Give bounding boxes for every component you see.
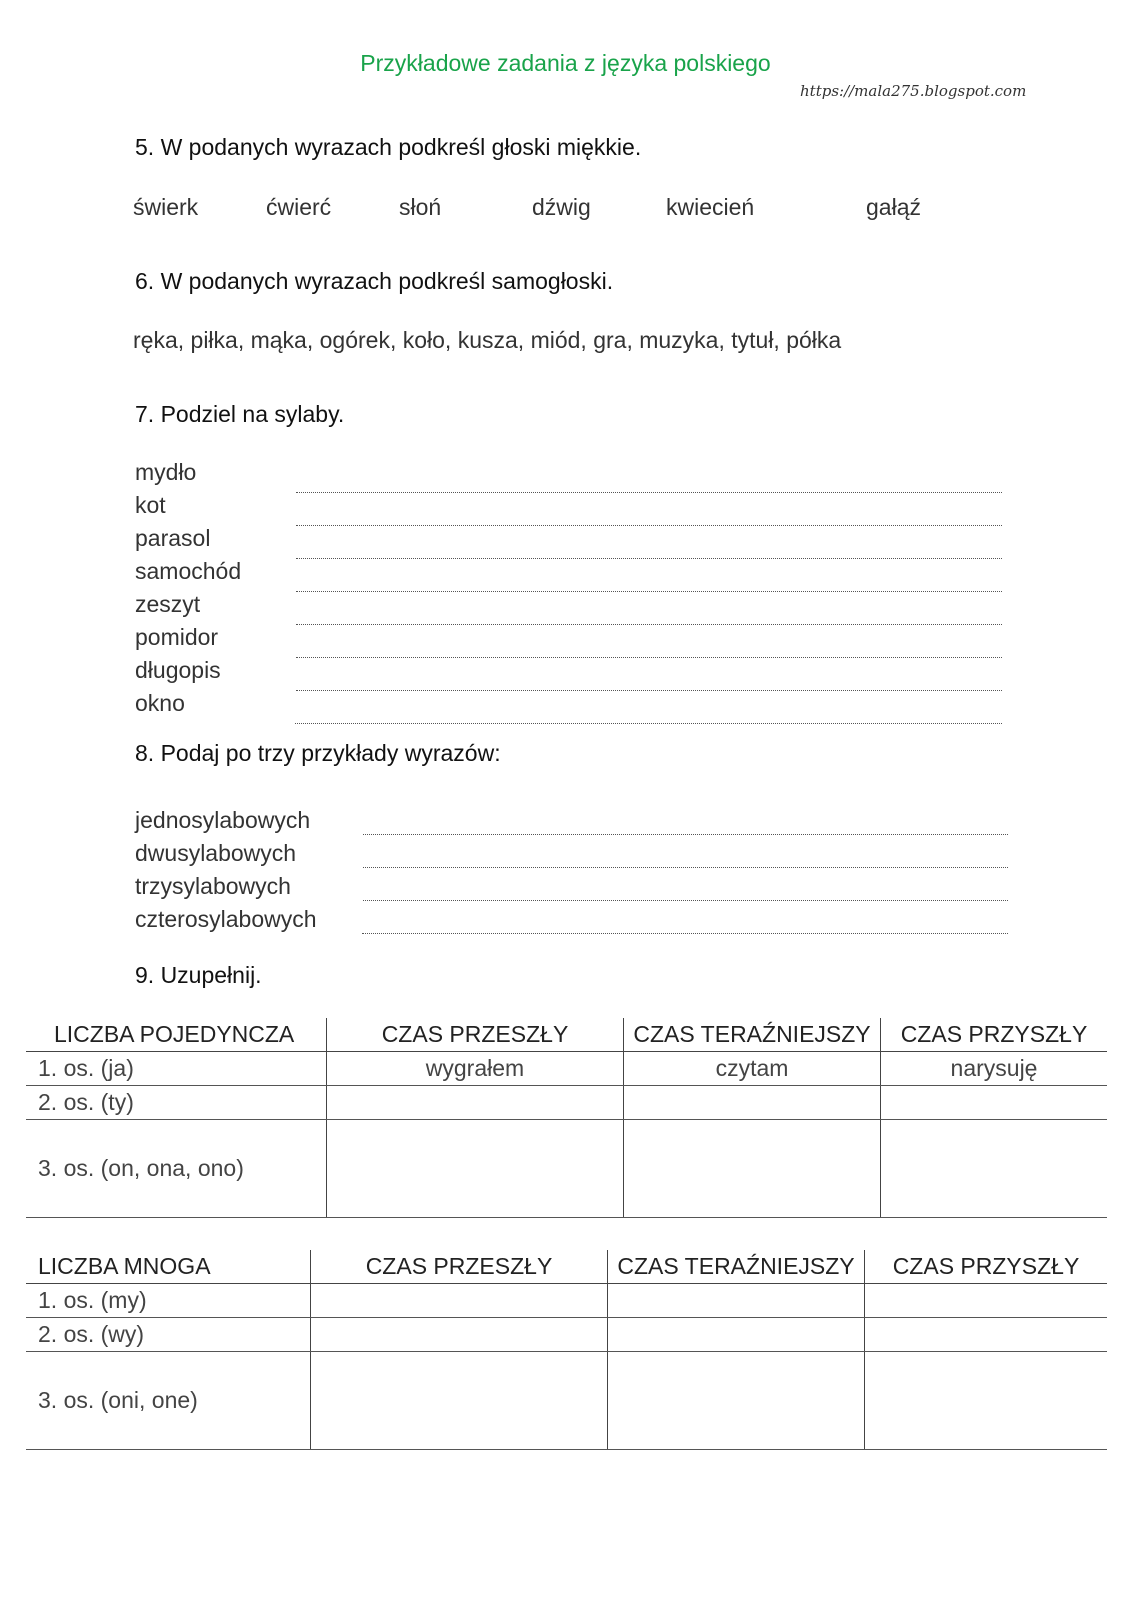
person-label: 3. os. (oni, one) <box>26 1352 311 1450</box>
table-cell[interactable] <box>608 1318 865 1352</box>
table-cell[interactable] <box>865 1284 1108 1318</box>
table-header-row <box>26 1250 1107 1284</box>
table-cell[interactable] <box>608 1284 865 1318</box>
table-cell[interactable]: wygrałem <box>327 1052 624 1086</box>
task-6-heading: 6. W podanych wyrazach podkreśl samogłoski. <box>135 268 614 294</box>
task-5-word: słoń <box>399 194 442 220</box>
table-cell[interactable] <box>311 1318 608 1352</box>
task-6-word-list: ręka, piłka, mąka, ogórek, koło, kusza, miód, gra, muzyka, tytuł, półka <box>133 327 842 353</box>
table-header-row <box>26 1018 1107 1052</box>
column-header: LICZBA POJEDYNCZA <box>26 1018 327 1052</box>
column-header: CZAS PRZESZŁY <box>327 1018 624 1052</box>
syllable-word: długopis <box>135 657 221 683</box>
table-row <box>26 1086 1107 1120</box>
syllable-word: zeszyt <box>135 591 201 617</box>
task-5-heading: 5. W podanych wyrazach podkreśl głoski miękkie. <box>135 134 642 160</box>
answer-line[interactable] <box>296 624 1002 625</box>
task-5-word: gałąź <box>866 194 921 220</box>
person-label: 2. os. (wy) <box>26 1318 311 1352</box>
table-cell[interactable] <box>624 1120 881 1218</box>
person-label: 1. os. (my) <box>26 1284 311 1318</box>
answer-line[interactable] <box>295 723 1002 724</box>
syllable-word: kot <box>135 492 166 518</box>
task-5-word: świerk <box>133 194 199 220</box>
answer-line[interactable] <box>363 867 1008 868</box>
syllable-count-label: trzysylabowych <box>135 873 291 899</box>
table-cell[interactable] <box>311 1284 608 1318</box>
task-7-heading: 7. Podziel na sylaby. <box>135 401 345 427</box>
page-title: Przykładowe zadania z języka polskiego <box>360 50 771 76</box>
syllable-count-label: czterosylabowych <box>135 906 317 932</box>
answer-line[interactable] <box>362 933 1008 934</box>
answer-line[interactable] <box>296 558 1002 559</box>
table-cell[interactable] <box>865 1318 1108 1352</box>
answer-line[interactable] <box>363 900 1008 901</box>
table-cell[interactable] <box>327 1086 624 1120</box>
answer-line[interactable] <box>296 492 1002 493</box>
table-cell[interactable] <box>624 1086 881 1120</box>
table-row <box>26 1352 1107 1450</box>
person-label: 1. os. (ja) <box>26 1052 327 1086</box>
answer-line[interactable] <box>363 834 1008 835</box>
task-8-heading: 8. Podaj po trzy przykłady wyrazów: <box>135 740 501 766</box>
table-cell[interactable]: narysuję <box>881 1052 1108 1086</box>
table-row <box>26 1052 1107 1086</box>
table-cell[interactable] <box>865 1352 1108 1450</box>
table-row <box>26 1120 1107 1218</box>
answer-line[interactable] <box>296 690 1002 691</box>
answer-line[interactable] <box>296 525 1002 526</box>
source-url: https://mala275.blogspot.com <box>800 82 1027 100</box>
table-row <box>26 1284 1107 1318</box>
person-label: 3. os. (on, ona, ono) <box>26 1120 327 1218</box>
syllable-word: mydło <box>135 459 197 485</box>
column-header: CZAS TERAŹNIEJSZY <box>624 1018 881 1052</box>
answer-line[interactable] <box>296 657 1002 658</box>
column-header: LICZBA MNOGA <box>26 1250 311 1284</box>
task-5-word: ćwierć <box>266 194 332 220</box>
answer-line[interactable] <box>296 591 1002 592</box>
table-cell[interactable] <box>311 1352 608 1450</box>
column-header: CZAS PRZYSZŁY <box>865 1250 1108 1284</box>
column-header: CZAS PRZESZŁY <box>311 1250 608 1284</box>
column-header: CZAS PRZYSZŁY <box>881 1018 1108 1052</box>
table-row <box>26 1318 1107 1352</box>
table-cell[interactable] <box>608 1352 865 1450</box>
plural-conjugation-table <box>26 1250 1107 1450</box>
table-cell[interactable]: czytam <box>624 1052 881 1086</box>
table-cell[interactable] <box>327 1120 624 1218</box>
task-9-heading: 9. Uzupełnij. <box>135 962 262 988</box>
syllable-word: pomidor <box>135 624 219 650</box>
table-cell[interactable] <box>881 1086 1108 1120</box>
syllable-count-label: dwusylabowych <box>135 840 297 866</box>
syllable-word: parasol <box>135 525 211 551</box>
syllable-count-label: jednosylabowych <box>135 807 311 833</box>
task-5-word: kwiecień <box>666 194 755 220</box>
person-label: 2. os. (ty) <box>26 1086 327 1120</box>
syllable-word: okno <box>135 690 185 716</box>
column-header: CZAS TERAŹNIEJSZY <box>608 1250 865 1284</box>
syllable-word: samochód <box>135 558 242 584</box>
task-5-word: dźwig <box>532 194 591 220</box>
table-cell[interactable] <box>881 1120 1108 1218</box>
singular-conjugation-table <box>26 1018 1107 1218</box>
